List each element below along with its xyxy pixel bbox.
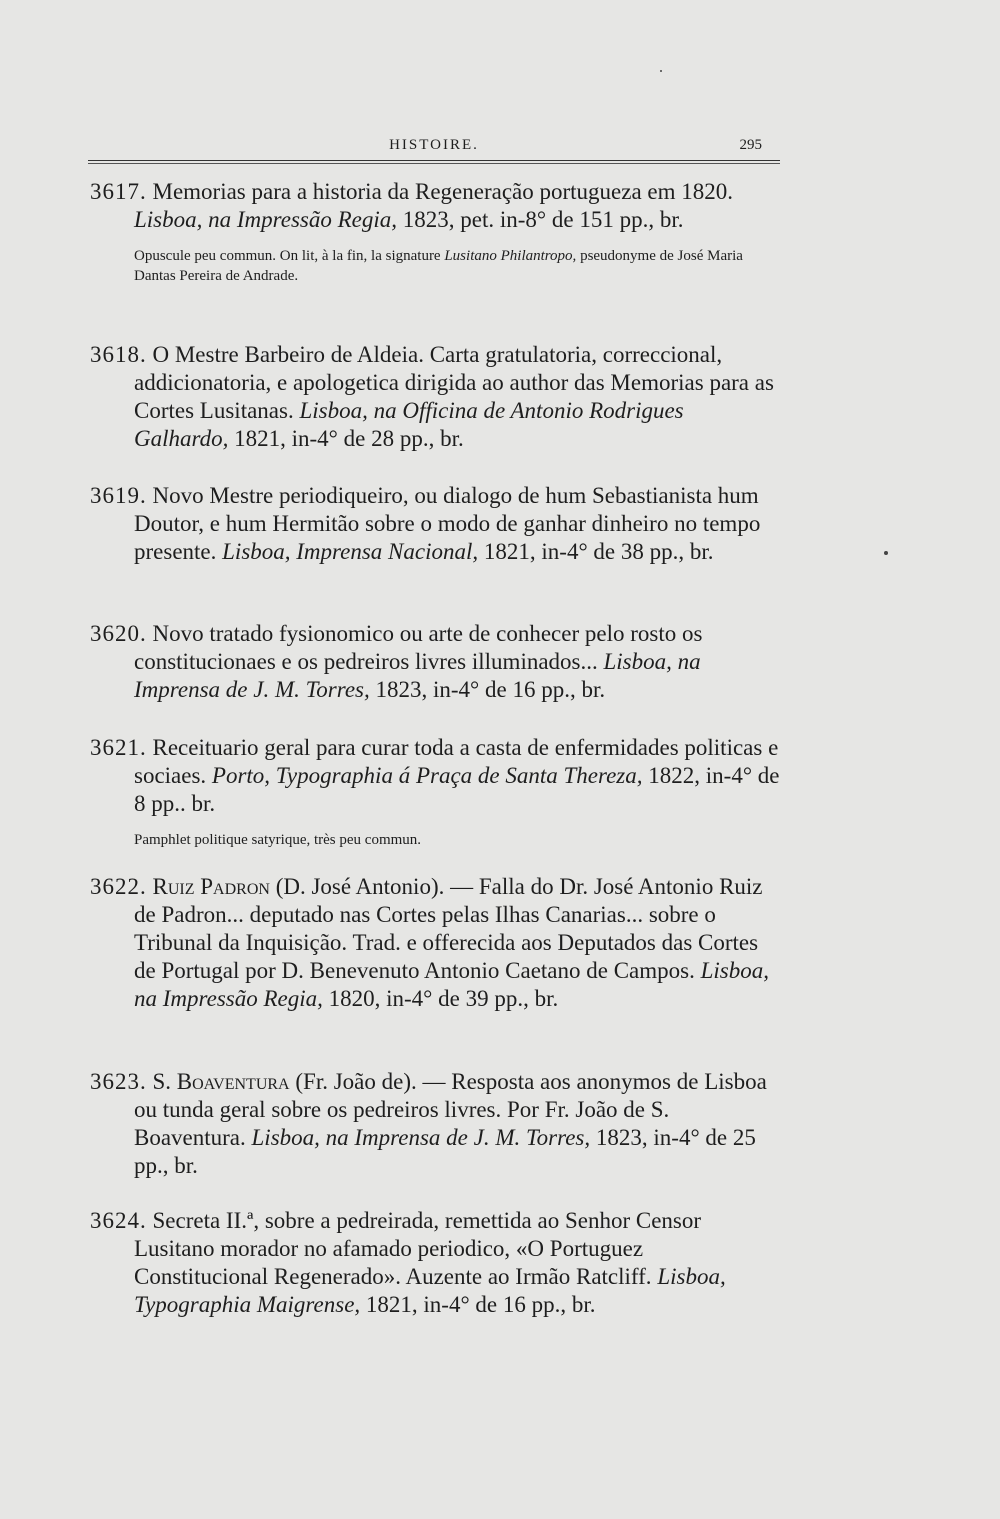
catalog-entry-3618 — [90, 341, 780, 453]
author-name: Ruiz Padron — [152, 874, 270, 899]
entry-text: 3624. Secreta II.ª, sobre a pedreirada, remettida ao Senhor Censor Lusitano morador no afamado periodico, «O Portuguez Constitucional Regenerado». Auzente ao Irmão Ratcliff. Lisboa, Typographia Maigrense, 1821, in-4° de 16 pp., br. — [90, 1208, 726, 1317]
entry-text: 3621. Receituario geral para curar toda a casta de enfermidades politicas e sociaes. Porto, Typographia á Praça de Santa Thereza, 1822, in-4° de 8 pp.. br. — [90, 735, 780, 816]
entry-number: 3618. — [90, 342, 147, 367]
header-rule — [88, 160, 780, 161]
entry-text: 3617. Memorias para a historia da Regeneração portugueza em 1820. Lisboa, na Impressão Regia, 1823, pet. in-8° de 151 pp., br. — [90, 179, 734, 232]
entry-number: 3621. — [90, 735, 147, 760]
running-head — [88, 133, 780, 159]
paper-speck — [884, 551, 888, 555]
entry-note: Pamphlet politique satyrique, très peu commun. — [134, 832, 422, 848]
imprint: Lisboa, Imprensa Nacional, — [222, 539, 479, 564]
entry-number: 3622. — [90, 874, 147, 899]
entry-text: 3623. S. Boaventura (Fr. João de). — Resposta aos anonymos de Lisboa ou tunda geral sobre os pedreiros livres. Por Fr. João de S. Boaventura. Lisboa, na Imprensa de J. M. Torres, 1823, in-4° de 25 pp., br. — [90, 1069, 767, 1178]
entry-note: Opuscule peu commun. On lit, à la fin, la signature Lusitano Philantropo, pseudonyme de José Maria Dantas Pereira de Andrade. — [134, 248, 743, 284]
entry-text: 3620. Novo tratado fysionomico ou arte de conhecer pelo rosto os constitucionaes e os pedreiros livres illuminados... Lisboa, na Imprensa de J. M. Torres, 1823, in-4° de 16 pp., br. — [90, 621, 703, 702]
imprint: Lisboa, Typographia Maigrense, — [134, 1264, 726, 1317]
catalog-entry-3621 — [90, 734, 780, 850]
header-rule-secondary — [88, 163, 780, 164]
catalog-entry-3622 — [90, 873, 780, 1013]
entry-number: 3620. — [90, 621, 147, 646]
imprint: Porto, Typographia á Praça de Santa Thereza, — [211, 763, 643, 788]
entry-text: 3618. O Mestre Barbeiro de Aldeia. Carta gratulatoria, correccional, addicionatoria, e apologetica dirigida ao author das Memorias para as Cortes Lusitanas. Lisboa, na Officina de Antonio Rodrigues Galhardo, 1821, in-4° de 28 pp., br. — [90, 342, 774, 451]
page-number: 295 — [739, 137, 762, 153]
catalog-entry-3623 — [90, 1068, 780, 1180]
catalog-entry-3619 — [90, 482, 780, 566]
imprint: Lisboa, na Officina de Antonio Rodrigues Galhardo, — [134, 398, 684, 451]
imprint: Lisboa, na Imprensa de J. M. Torres, — [251, 1125, 591, 1150]
entry-number: 3617. — [90, 179, 147, 204]
entry-number: 3619. — [90, 483, 147, 508]
running-title: HISTOIRE. — [389, 137, 479, 153]
catalog-entry-3624 — [90, 1207, 780, 1319]
entry-number: 3623. — [90, 1069, 147, 1094]
imprint: Lisboa, na Impressão Regia, — [134, 207, 398, 232]
author-name: S. Boaventura — [152, 1069, 290, 1094]
imprint: Lisboa, na Imprensa de J. M. Torres, — [134, 649, 701, 702]
entry-text: 3622. Ruiz Padron (D. José Antonio). — Falla do Dr. José Antonio Ruiz de Padron... deputado nas Cortes pelas Ilhas Canarias... sobre o Tribunal da Inquisição. Trad. e offerecida aos Deputados das Cortes de Portugal por D. Benevenuto Antonio Caetano de Campos. Lisboa, na Impressão Regia, 1820, in-4° de 39 pp., br. — [90, 874, 769, 1011]
catalog-entry-3617 — [90, 178, 780, 286]
imprint: Lisboa, na Impressão Regia, — [134, 958, 769, 1011]
paper-speck — [660, 70, 662, 72]
catalog-entry-3620 — [90, 620, 780, 704]
entry-number: 3624. — [90, 1208, 147, 1233]
entry-text: 3619. Novo Mestre periodiqueiro, ou dialogo de hum Sebastianista hum Doutor, e hum Hermitão sobre o modo de ganhar dinheiro no tempo presente. Lisboa, Imprensa Nacional, 1821, in-4° de 38 pp., br. — [90, 483, 761, 564]
